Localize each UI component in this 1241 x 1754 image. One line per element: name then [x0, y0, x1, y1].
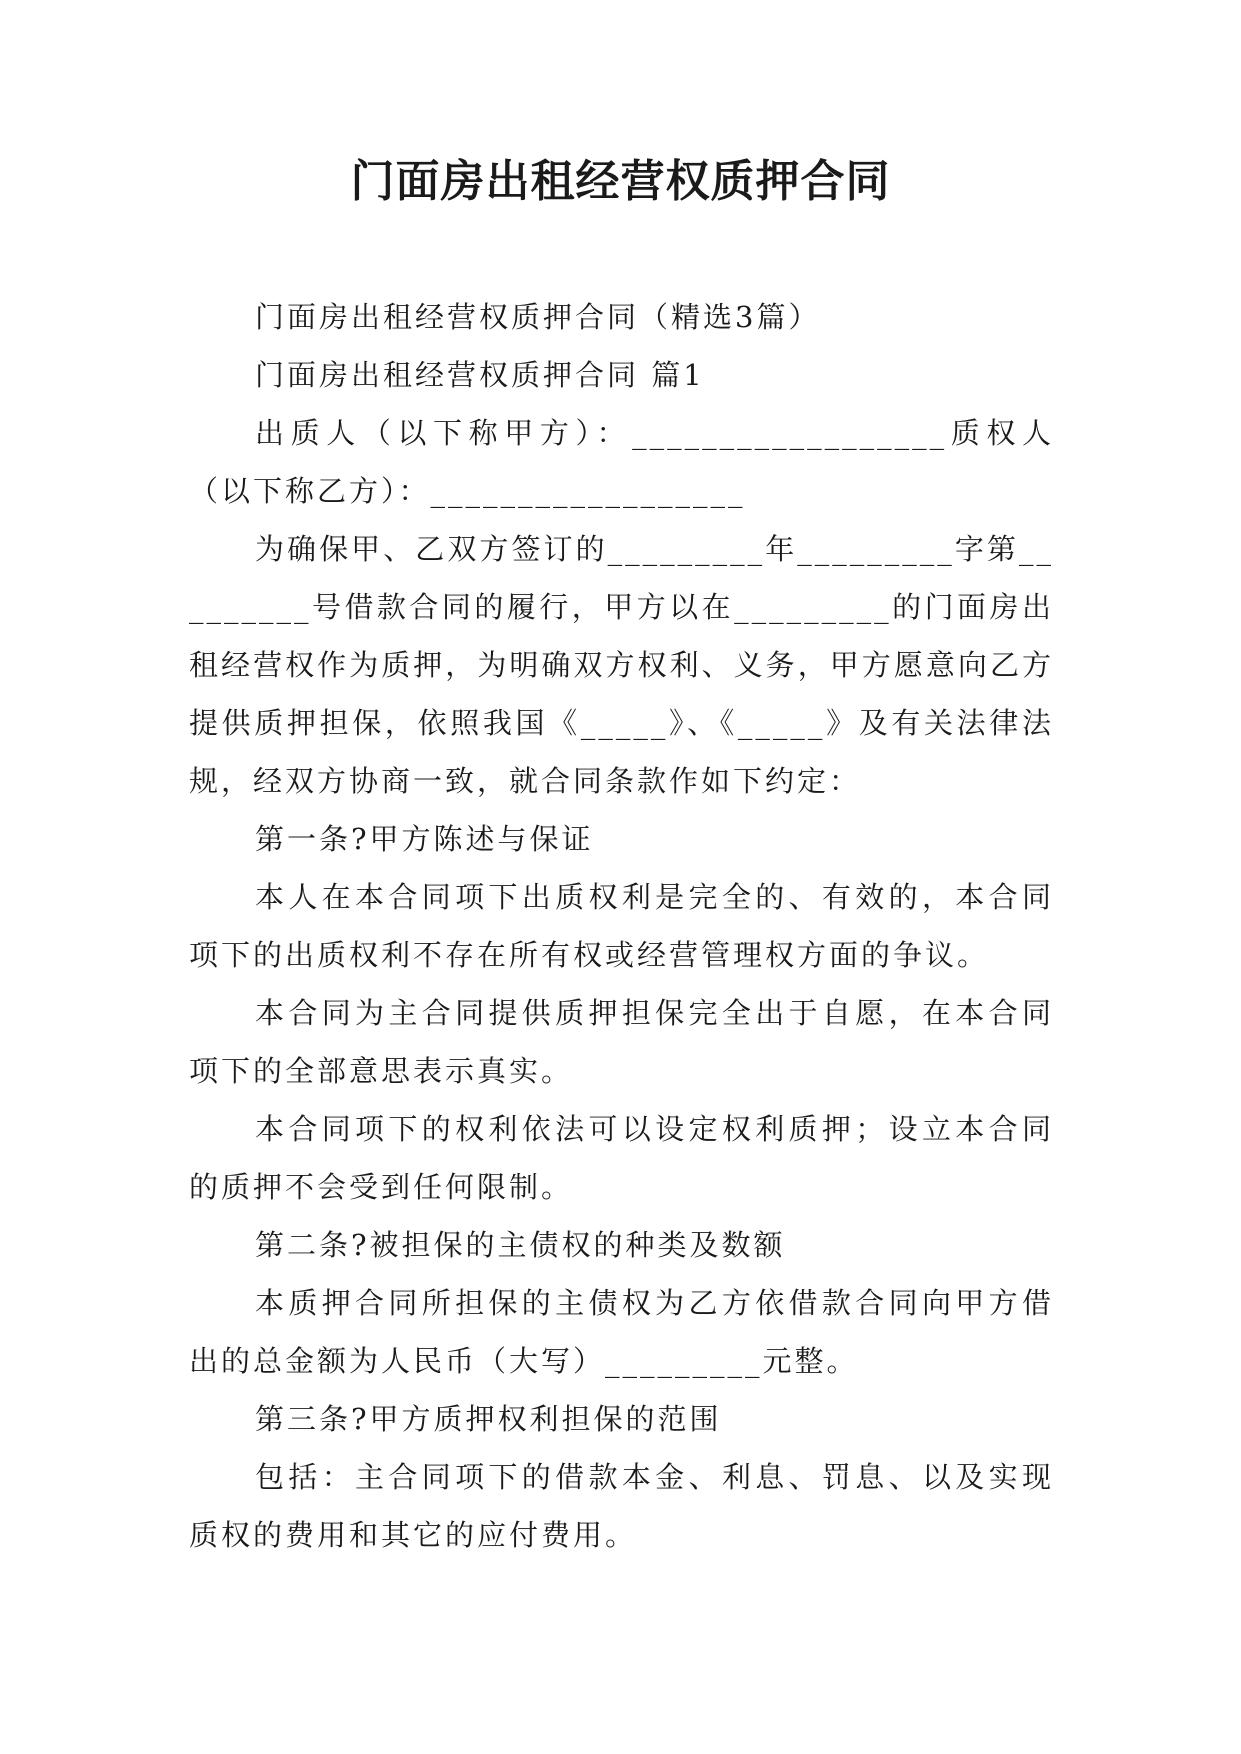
document-body [189, 288, 1054, 1564]
article-3-heading: 第三条?甲方质押权利担保的范围 [255, 1402, 722, 1436]
paragraph-subtitle: 门面房出租经营权质押合同（精选3篇） [255, 300, 821, 334]
document-title: 门面房出租经营权质押合同 [350, 156, 891, 207]
article-1-clause-2: 本合同为主合同提供质押担保完全出于自愿，在本合同项下的全部意思表示真实。 [189, 996, 1054, 1088]
article-3-clause-1: 包括：主合同项下的借款本金、利息、罚息、以及实现质权的费用和其它的应付费用。 [189, 1460, 1054, 1552]
paragraph-parties: 出质人（以下称甲方）：__________________质权人（以下称乙方）：__________________ [189, 416, 1054, 508]
article-2-heading: 第二条?被担保的主债权的种类及数额 [255, 1228, 786, 1262]
article-2-clause-1: 本质押合同所担保的主债权为乙方依借款合同向甲方借出的总金额为人民币（大写）_________元整。 [189, 1286, 1054, 1378]
paragraph-preamble: 为确保甲、乙双方签订的_________年_________字第_________号借款合同的履行，甲方以在_________的门面房出租经营权作为质押，为明确双方权利、义务，甲方愿意向乙方提供质押担保，依照我国《_____》、《_____》及有关法律法规，经双方协商一致，就合同条款作如下约定： [189, 532, 1054, 798]
article-1-heading: 第一条?甲方陈述与保证 [255, 822, 594, 856]
paragraph-part-heading: 门面房出租经营权质押合同 篇1 [255, 358, 705, 392]
article-1-clause-1: 本人在本合同项下出质权利是完全的、有效的，本合同项下的出质权利不存在所有权或经营管理权方面的争议。 [189, 880, 1054, 972]
article-1-clause-3: 本合同项下的权利依法可以设定权利质押；设立本合同的质押不会受到任何限制。 [189, 1112, 1054, 1204]
